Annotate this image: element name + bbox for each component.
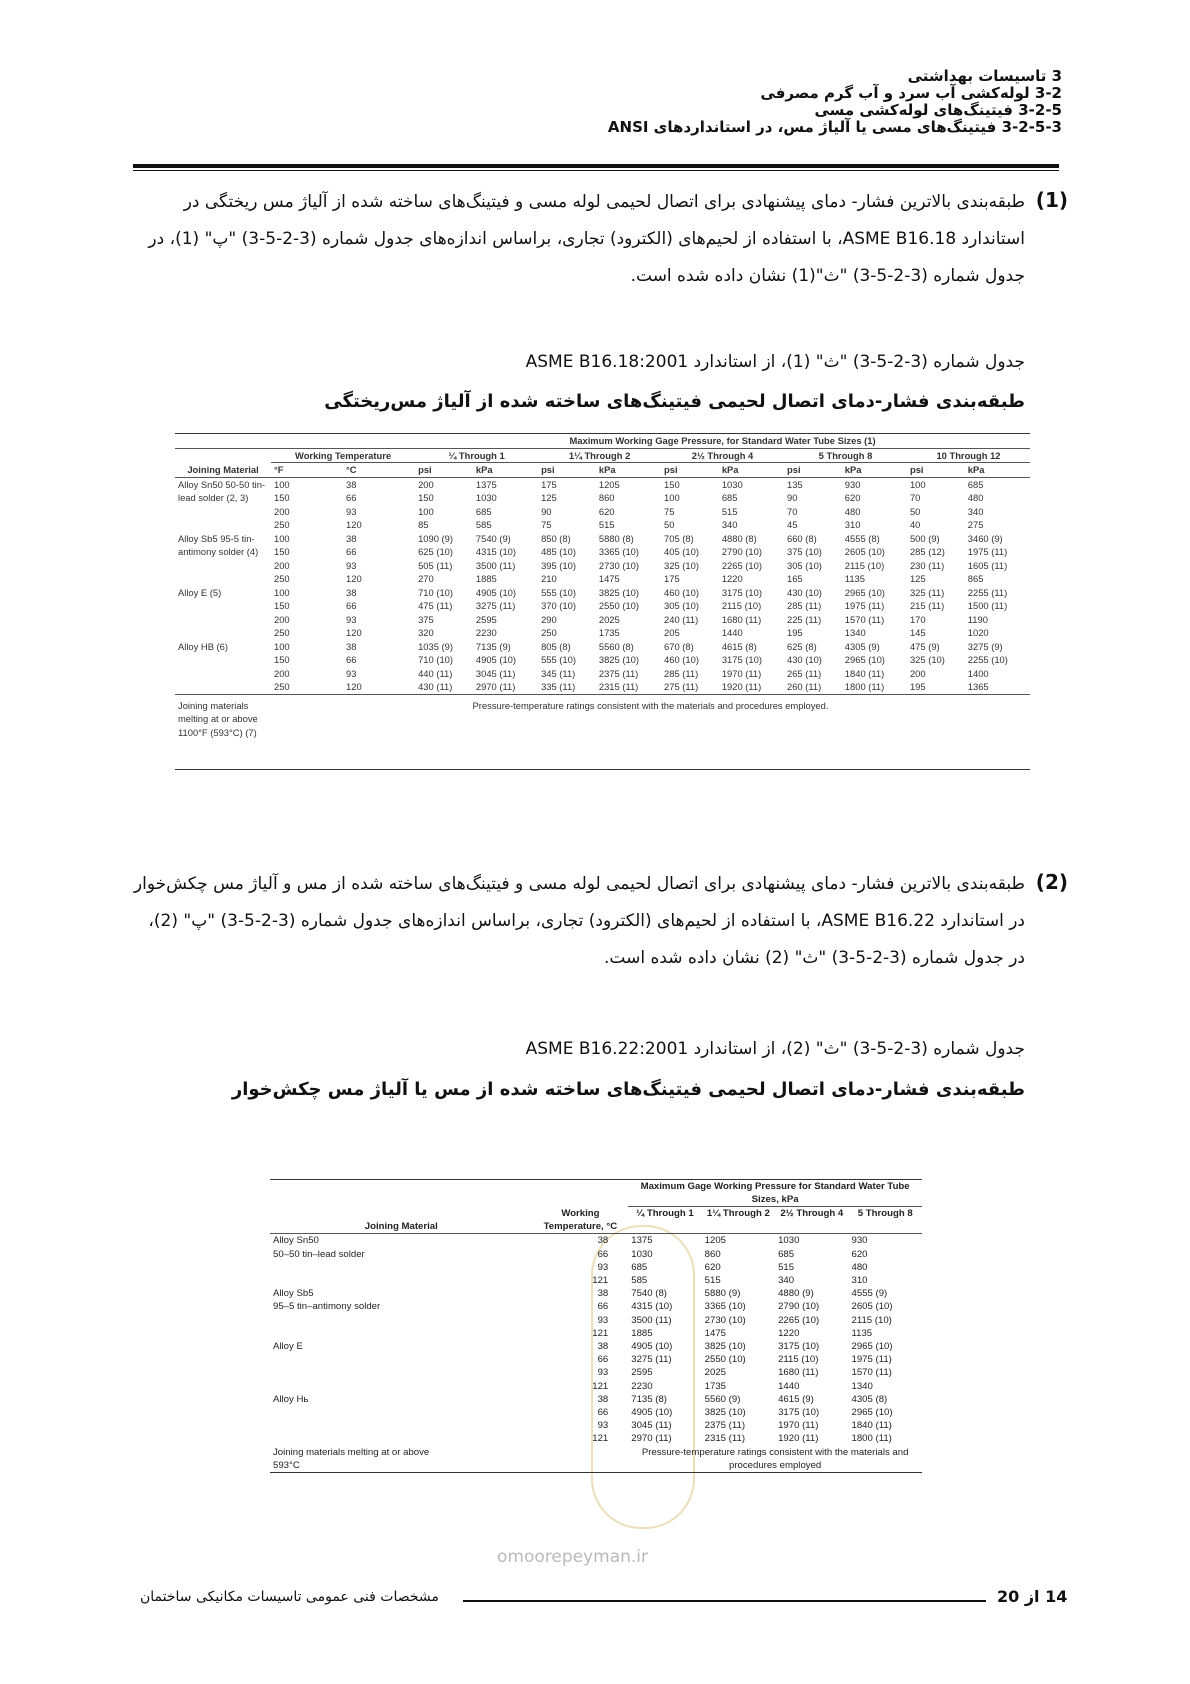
table-1-col-temp: Working Temperature xyxy=(271,448,415,463)
table-2-cell: 1030 685 515 340 xyxy=(778,1235,800,1286)
table-2-top-header: Maximum Gage Working Pressure for Standard Water Tube Sizes, kPa xyxy=(628,1180,922,1207)
table-1-cell: 625 (8) 430 (10) 265 (11) 260 (11) xyxy=(787,640,822,692)
table-1-psi: psi xyxy=(909,464,924,475)
table-2-last-material: Joining materials melting at or above 593°C xyxy=(273,1446,430,1471)
table-1-cell: 100 150 200 250 xyxy=(274,478,290,530)
table-1-cell: 660 (8) 375 (10) 305 (10) 165 xyxy=(787,532,822,584)
table-1-cell: 200 150 100 85 xyxy=(418,478,434,530)
table-1-cell: 4880 (8) 2790 (10) 2265 (10) 1220 xyxy=(721,532,762,584)
table-1-kpa: kPa xyxy=(475,464,493,475)
table-1-kpa: kPa xyxy=(967,464,985,475)
section-1-number: (1) xyxy=(1035,188,1068,212)
table-2-cell: Alloy Sn50 50–50 tin–lead solder xyxy=(273,1235,365,1260)
table-1-cell: 38 66 93 120 xyxy=(346,586,362,638)
table-1-row xyxy=(175,532,1030,586)
footer-page-number: 14 از 20 xyxy=(997,1587,1068,1606)
table-2-size-3: 2½ Through 4 xyxy=(780,1208,844,1220)
table-1-title: طبقه‌بندی فشار-دمای اتصال لحیمی فیتینگ‌های ساخته شده از آلیاژ مس‌ریختگی xyxy=(324,391,1025,412)
table-2-row xyxy=(270,1340,922,1393)
table-1-cell: 4555 (8) 2605 (10) 2115 (10) 1135 xyxy=(844,532,885,584)
table-2-title: طبقه‌بندی فشار-دمای اتصال لحیمی فیتینگ‌های ساخته شده از مس یا آلیاژ مس چکش‌خوار xyxy=(231,1079,1025,1100)
table-1-cell: 325 (11) 215 (11) 170 145 xyxy=(909,586,945,638)
table-1-cell: Alloy Sb5 95-5 tin-antimony solder (4) xyxy=(178,532,259,557)
table-2-cell: 38 66 93 121 xyxy=(592,1340,609,1392)
table-1-group-4: 5 Through 8 xyxy=(784,448,907,463)
table-1-psi: psi xyxy=(418,464,432,475)
table-2-cell: 7540 (8) 4315 (10) 3500 (11) 1885 xyxy=(631,1288,673,1339)
table-2-size-4: 5 Through 8 xyxy=(857,1208,913,1220)
table-1-psi: psi xyxy=(664,464,678,475)
table-1-psi: psi xyxy=(787,464,801,475)
header-line-3: 3-2-5 فیتینگ‌های لوله‌کشی مسی xyxy=(814,101,1062,119)
table-1-group-2: 1¼ Through 2 xyxy=(538,448,661,463)
table-2-cell: 930 620 480 310 xyxy=(851,1235,868,1286)
table-1-cell: 685 480 340 275 xyxy=(967,478,984,530)
table-2-col-joining: Joining Material xyxy=(364,1221,438,1233)
header-rule-thin xyxy=(133,170,1059,171)
table-2-row xyxy=(270,1393,922,1446)
table-1-cell: 3175 (10) 2115 (10) 1680 (11) 1440 xyxy=(721,586,762,638)
header-line-1: 3 تاسیسات بهداشتی xyxy=(907,67,1062,85)
section-1-paragraph: طبقه‌بندی بالاترین فشار- دمای پیشنهادی برای اتصال لحیمی لوله مسی و فیتینگ‌های ساخته شده از آلیاژ مس ریختگی در استاندارد ASME B16.18، با استفاده از لحیم‌های (الکترود) تجاری، براساس اندازه‌های جدول شماره (3-2-5-3) "پ" (1)، در جدول شماره (3-2-5-3) "ث"(1) نشان داده شده است. xyxy=(148,192,1025,286)
table-2-size-1: ¼ Through 1 xyxy=(636,1208,694,1220)
table-1-group-3: 2½ Through 4 xyxy=(661,448,784,463)
table-1-cell: 710 (10) 475 (11) 375 320 xyxy=(418,586,454,638)
table-2-cell: 4305 (8) 2965 (10) 1840 (11) 1800 (11) xyxy=(851,1393,893,1445)
table-1-cell: 2965 (10) 1975 (11) 1570 (11) 1340 xyxy=(844,586,885,638)
table-1-cell: 100 150 200 250 xyxy=(274,640,290,692)
table-2-cell: 4615 (9) 3175 (10) 1970 (11) 1920 (11) xyxy=(778,1393,820,1445)
table-1-cell: 5560 (8) 3825 (10) 2375 (11) 2315 (11) xyxy=(598,640,639,692)
table-1-cell: 3275 (9) 2255 (10) 1400 1365 xyxy=(967,640,1008,692)
watermark-url: omoorepeyman.ir xyxy=(497,1547,649,1567)
table-1-cell: 4905 (10) 3275 (11) 2595 2230 xyxy=(475,586,517,638)
table-2-cell: Alloy E xyxy=(273,1340,303,1352)
table-2 xyxy=(270,1179,922,1473)
table-1-caption: جدول شماره (3-2-5-3) "ث" (1)، از استاندارد ASME B16.18:2001 xyxy=(525,352,1025,372)
table-2-last-note: Pressure-temperature ratings consistent with the materials and procedures employed xyxy=(641,1446,909,1471)
table-2-cell: Alloy Hь xyxy=(273,1393,309,1405)
table-2-cell: 1205 860 620 515 xyxy=(704,1235,727,1286)
table-1-cell: 1375 1030 685 585 xyxy=(475,478,497,530)
table-1-last-note: Pressure-temperature ratings consistent with the materials and procedures employed. xyxy=(472,699,829,711)
table-1-cell: 1090 (9) 625 (10) 505 (11) 270 xyxy=(418,532,454,584)
table-2-cell: 3175 (10) 2115 (10) 1680 (11) 1440 xyxy=(778,1340,820,1392)
table-1-unit-c: °C xyxy=(346,464,357,475)
document-header xyxy=(362,68,1062,136)
table-2-caption: جدول شماره (3-2-5-3) "ث" (2)، از استاندارد ASME B16.22:2001 xyxy=(525,1039,1025,1059)
table-1-cell: 500 (9) 285 (12) 230 (11) 125 xyxy=(909,532,945,584)
table-1-cell: 38 66 93 120 xyxy=(346,478,362,530)
table-1-cell: 100 150 200 250 xyxy=(274,586,290,638)
table-1-cell: 100 70 50 40 xyxy=(909,478,926,530)
table-1-cell: 5880 (8) 3365 (10) 2730 (10) 1475 xyxy=(598,532,639,584)
header-line-4: 3-2-5-3 فیتینگ‌های مسی یا آلیاژ مس، در استانداردهای ANSI xyxy=(607,118,1062,136)
table-1-cell: 135 90 70 45 xyxy=(787,478,803,530)
table-1-cell: 705 (8) 405 (10) 325 (10) 175 xyxy=(664,532,699,584)
footer-title: مشخصات فنی عمومی تاسیسات مکانیکی ساختمان xyxy=(140,1589,439,1605)
table-1-row xyxy=(175,477,1030,532)
table-2-cell: 3825 (10) 2550 (10) 2025 1735 xyxy=(704,1340,746,1392)
table-1-cell: 930 620 480 310 xyxy=(844,478,861,530)
table-2-cell: 38 66 93 121 xyxy=(592,1288,609,1339)
table-1-cell: Alloy HB (6) xyxy=(178,640,229,652)
table-2-cell: Alloy Sb5 95–5 tin–antimony solder xyxy=(273,1288,381,1313)
table-1-cell: 7135 (9) 4905 (10) 3045 (11) 2970 (11) xyxy=(475,640,517,692)
table-2-cell: 2965 (10) 1975 (11) 1570 (11) 1340 xyxy=(851,1340,893,1392)
table-2-size-2: 1¼ Through 2 xyxy=(706,1208,770,1220)
table-1-unit-f: °F xyxy=(274,464,284,475)
table-2-cell: 7135 (8) 4905 (10) 3045 (11) 2970 (11) xyxy=(631,1393,673,1445)
table-1-cell: 670 (8) 460 (10) 285 (11) 275 (11) xyxy=(664,640,699,692)
table-1-cell: Alloy Sn50 50-50 tin-lead solder (2, 3) xyxy=(178,478,266,503)
table-1-cell: 4305 (9) 2965 (10) 1840 (11) 1800 (11) xyxy=(844,640,885,692)
table-1-kpa: kPa xyxy=(721,464,739,475)
table-1-col-joining: Joining Material xyxy=(187,464,259,475)
table-1-group-5: 10 Through 12 xyxy=(907,448,1030,463)
table-2-row xyxy=(270,1287,922,1340)
table-1-cell: 460 (10) 305 (10) 240 (11) 205 xyxy=(664,586,699,638)
table-1-last-material: Joining materials melting at or above 1100°F (593°C) (7) xyxy=(178,699,258,738)
header-rule-thick xyxy=(133,164,1059,168)
table-1-cell: 2255 (11) 1500 (11) 1190 1020 xyxy=(967,586,1008,638)
table-1-cell: 100 150 200 250 xyxy=(274,532,290,584)
table-2-cell: 1375 1030 685 585 xyxy=(631,1235,653,1286)
table-2-cell: 4880 (9) 2790 (10) 2265 (10) 1220 xyxy=(778,1288,820,1339)
header-line-2: 3-2 لوله‌کشی آب سرد و آب گرم مصرفی xyxy=(760,84,1062,102)
table-2-row xyxy=(270,1234,922,1287)
table-2-cell: 5880 (9) 3365 (10) 2730 (10) 1475 xyxy=(704,1288,746,1339)
table-1-cell: 555 (10) 370 (10) 290 250 xyxy=(541,586,576,638)
table-1-cell: 1030 685 515 340 xyxy=(721,478,743,530)
table-1-kpa: kPa xyxy=(844,464,862,475)
table-1-cell: 38 66 93 120 xyxy=(346,640,362,692)
table-2-cell: 38 66 93 121 xyxy=(592,1235,609,1286)
table-1-cell: 430 (10) 285 (11) 225 (11) 195 xyxy=(787,586,822,638)
table-1-cell: 475 (9) 325 (10) 200 195 xyxy=(909,640,945,692)
table-1-kpa: kPa xyxy=(598,464,616,475)
table-1-cell: 38 66 93 120 xyxy=(346,532,362,584)
footer-rule xyxy=(463,1600,986,1602)
section-2-paragraph: طبقه‌بندی بالاترین فشار- دمای پیشنهادی برای اتصال لحیمی لوله مسی و فیتینگ‌های ساخته شده از مس و آلیاژ مس چکش‌خوار در استاندارد ASME B16.22، با استفاده از لحیم‌های (الکترود) تجاری، براساس اندازه‌های جدول شماره (3-2-5-3) "پ" (2)، در جدول شماره (3-2-5-3) "ث" (2) نشان داده شده است. xyxy=(133,874,1025,968)
table-1-cell: 3825 (10) 2550 (10) 2025 1735 xyxy=(598,586,639,638)
table-1-psi: psi xyxy=(541,464,555,475)
table-2-col-temp: Working Temperature, °C xyxy=(543,1207,618,1233)
table-1-cell: 150 100 75 50 xyxy=(664,478,680,530)
table-2-cell: 4905 (10) 3275 (11) 2595 2230 xyxy=(631,1340,673,1392)
table-1-cell: 7540 (9) 4315 (10) 3500 (11) 1885 xyxy=(475,532,517,584)
table-1-cell: Alloy E (5) xyxy=(178,586,222,598)
section-2-number: (2) xyxy=(1035,870,1068,894)
table-1-group-1: ¼ Through 1 xyxy=(415,448,538,463)
table-1-cell: 1035 (9) 710 (10) 440 (11) 430 (11) xyxy=(418,640,454,692)
table-1-cell: 4615 (8) 3175 (10) 1970 (11) 1920 (11) xyxy=(721,640,762,692)
table-1 xyxy=(175,433,1030,770)
table-1-row xyxy=(175,586,1030,640)
table-1-cell: 175 125 90 75 xyxy=(541,478,557,530)
table-2-cell: 5560 (9) 3825 (10) 2375 (11) 2315 (11) xyxy=(704,1393,746,1445)
table-1-cell: 1205 860 620 515 xyxy=(598,478,620,530)
table-1-cell: 850 (8) 485 (10) 395 (10) 210 xyxy=(541,532,576,584)
table-1-top-header: Maximum Working Gage Pressure, for Standard Water Tube Sizes (1) xyxy=(415,434,1030,449)
table-1-row xyxy=(175,640,1030,695)
table-1-cell: 3460 (9) 1975 (11) 1605 (11) 865 xyxy=(967,532,1008,584)
table-1-cell: 805 (8) 555 (10) 345 (11) 335 (11) xyxy=(541,640,576,692)
table-2-cell: 38 66 93 121 xyxy=(592,1393,609,1445)
table-2-cell: 4555 (9) 2605 (10) 2115 (10) 1135 xyxy=(851,1288,893,1339)
